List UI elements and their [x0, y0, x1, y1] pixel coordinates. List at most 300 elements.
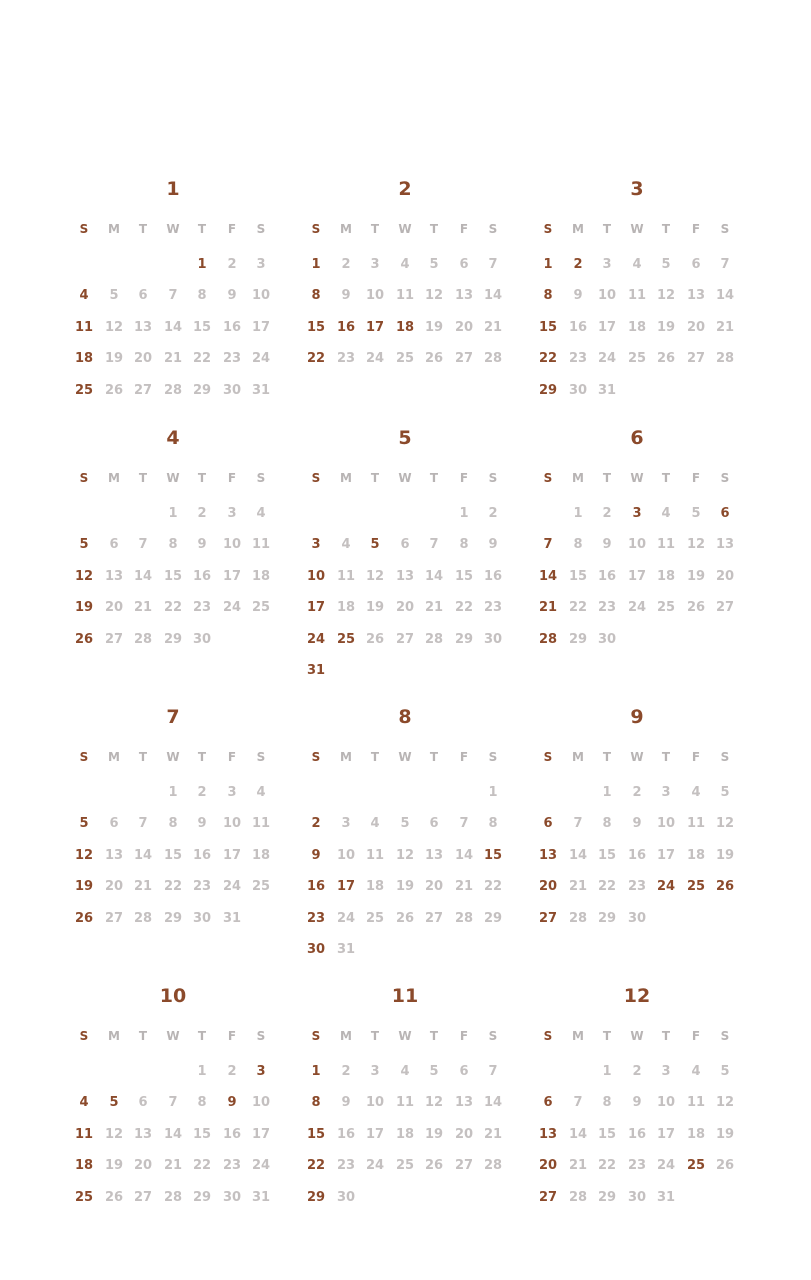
weekday-label: T: [602, 471, 612, 485]
day-cell: 28: [163, 382, 183, 398]
day-cell: 9: [632, 816, 642, 832]
day-cell: 20: [104, 600, 124, 616]
day-cell: 1: [488, 785, 498, 800]
day-cell: 7: [459, 816, 469, 832]
day-cell: 15: [192, 1126, 212, 1142]
day-cell-highlighted: 1: [311, 1064, 321, 1079]
day-cell: 24: [222, 600, 242, 616]
day-cell: 19: [424, 1126, 444, 1142]
day-cell: 27: [133, 382, 153, 398]
day-cell: 28: [133, 631, 153, 647]
day-cell-highlighted: 15: [306, 319, 326, 335]
month-title: 5: [398, 427, 412, 449]
day-cell: 18: [365, 879, 385, 895]
day-cell: 30: [222, 1189, 242, 1205]
day-cell: 10: [656, 816, 676, 832]
day-cell: 15: [568, 568, 588, 584]
weekday-label: S: [311, 222, 321, 236]
day-cell: 24: [656, 1158, 676, 1174]
day-cell: 31: [251, 382, 271, 398]
day-cell-highlighted: 25: [686, 1158, 706, 1174]
weekday-label: S: [256, 1029, 266, 1043]
day-cell-highlighted: 17: [336, 879, 356, 895]
day-cell: 31: [336, 942, 356, 957]
day-cell: 17: [251, 1126, 271, 1142]
weekday-label: T: [429, 471, 439, 485]
day-cell: 13: [395, 568, 415, 584]
day-cell: 2: [632, 785, 642, 800]
day-cell: 6: [459, 257, 469, 272]
weekday-label: W: [398, 471, 412, 485]
day-cell: 5: [429, 257, 439, 272]
day-cell: 17: [251, 319, 271, 335]
day-cell: 9: [341, 1095, 351, 1111]
day-cell: 4: [632, 257, 642, 272]
day-cell-highlighted: 19: [74, 600, 94, 616]
day-cell: 16: [483, 568, 503, 584]
weekday-label: W: [398, 222, 412, 236]
day-cell: 19: [656, 319, 676, 335]
day-cell: 9: [602, 537, 612, 553]
day-cell: 14: [163, 1126, 183, 1142]
day-cell: 12: [715, 816, 735, 832]
day-cell: 11: [251, 816, 271, 832]
weekday-label: W: [630, 471, 644, 485]
day-cell: 27: [454, 1158, 474, 1174]
day-cell: 24: [627, 600, 647, 616]
day-cell: 30: [627, 910, 647, 926]
month-title: 4: [166, 427, 180, 449]
day-cell: 4: [256, 785, 266, 800]
day-cell: 22: [163, 879, 183, 895]
month-title: 12: [623, 985, 651, 1007]
day-cell: 1: [573, 506, 583, 521]
weekday-label: S: [543, 1029, 553, 1043]
day-cell: 8: [488, 816, 498, 832]
day-cell: 26: [424, 351, 444, 367]
day-cell-highlighted: 6: [543, 816, 553, 832]
weekday-label: T: [370, 471, 380, 485]
weekday-label: T: [429, 222, 439, 236]
weekday-label: F: [691, 222, 701, 236]
day-cell: 11: [251, 537, 271, 553]
day-cell: 6: [109, 537, 119, 553]
day-cell-highlighted: 11: [74, 1126, 94, 1142]
month-title: 9: [630, 706, 644, 728]
month-title: 6: [630, 427, 644, 449]
day-cell: 23: [336, 1158, 356, 1174]
weekday-label: M: [340, 222, 352, 236]
weekday-label: T: [429, 1029, 439, 1043]
day-cell: 11: [365, 847, 385, 863]
day-cell: 21: [715, 319, 735, 335]
day-cell: 29: [192, 382, 212, 398]
day-cell: 31: [222, 910, 242, 926]
day-cell-highlighted: 6: [543, 1095, 553, 1111]
day-cell: 15: [192, 319, 212, 335]
day-cell: 9: [488, 537, 498, 553]
day-cell: 2: [341, 257, 351, 272]
weekday-label: S: [720, 1029, 730, 1043]
day-cell: 7: [168, 288, 178, 304]
day-cell: 21: [424, 600, 444, 616]
weekday-label: T: [602, 222, 612, 236]
day-cell-highlighted: 26: [74, 631, 94, 647]
day-cell: 8: [602, 1095, 612, 1111]
day-cell-highlighted: 13: [538, 1126, 558, 1142]
weekday-label: M: [108, 222, 120, 236]
day-cell-highlighted: 3: [632, 506, 642, 521]
day-cell: 20: [104, 879, 124, 895]
day-cell: 19: [365, 600, 385, 616]
day-cell: 8: [573, 537, 583, 553]
day-cell: 13: [715, 537, 735, 553]
day-cell: 10: [365, 288, 385, 304]
day-cell: 12: [686, 537, 706, 553]
weekday-label: S: [543, 750, 553, 764]
day-cell: 9: [573, 288, 583, 304]
day-cell: 18: [627, 319, 647, 335]
day-cell: 15: [163, 568, 183, 584]
day-cell: 10: [597, 288, 617, 304]
day-cell-highlighted: 27: [538, 1189, 558, 1205]
day-cell: 28: [568, 910, 588, 926]
day-cell: 12: [104, 319, 124, 335]
day-cell: 11: [656, 537, 676, 553]
day-cell: 4: [370, 816, 380, 832]
day-cell: 16: [222, 1126, 242, 1142]
day-cell: 22: [483, 879, 503, 895]
weekday-label: S: [256, 471, 266, 485]
weekday-label: S: [720, 471, 730, 485]
day-cell: 20: [454, 1126, 474, 1142]
weekday-label: F: [227, 1029, 237, 1043]
day-cell-highlighted: 1: [543, 257, 553, 272]
day-cell: 10: [222, 537, 242, 553]
day-cell: 24: [251, 351, 271, 367]
day-cell: 12: [395, 847, 415, 863]
day-cell: 21: [483, 319, 503, 335]
day-cell: 22: [597, 879, 617, 895]
weekday-label: T: [661, 222, 671, 236]
day-cell: 14: [483, 1095, 503, 1111]
day-cell: 17: [365, 1126, 385, 1142]
day-cell-highlighted: 28: [538, 631, 558, 647]
month-title: 11: [391, 985, 419, 1007]
day-cell: 26: [686, 600, 706, 616]
day-cell: 15: [597, 1126, 617, 1142]
day-cell: 7: [573, 1095, 583, 1111]
day-cell-highlighted: 17: [365, 319, 385, 335]
weekday-label: T: [370, 750, 380, 764]
weekday-label: S: [488, 222, 498, 236]
day-cell: 12: [715, 1095, 735, 1111]
day-cell-highlighted: 9: [227, 1095, 237, 1111]
day-cell: 28: [163, 1189, 183, 1205]
weekday-label: M: [340, 1029, 352, 1043]
weekday-label: T: [429, 750, 439, 764]
day-cell: 14: [568, 1126, 588, 1142]
day-cell: 7: [138, 537, 148, 553]
day-cell: 7: [488, 1064, 498, 1079]
day-cell-highlighted: 5: [370, 537, 380, 553]
day-cell: 11: [627, 288, 647, 304]
day-cell-highlighted: 18: [395, 319, 415, 335]
day-cell-highlighted: 20: [538, 1158, 558, 1174]
day-cell: 17: [597, 319, 617, 335]
day-cell: 30: [336, 1189, 356, 1205]
day-cell-highlighted: 15: [483, 847, 503, 863]
weekday-label: M: [108, 750, 120, 764]
day-cell: 14: [568, 847, 588, 863]
day-cell-highlighted: 25: [74, 382, 94, 398]
day-cell: 28: [715, 351, 735, 367]
day-cell-highlighted: 26: [74, 910, 94, 926]
day-cell: 26: [395, 910, 415, 926]
day-cell-highlighted: 3: [311, 537, 321, 553]
weekday-label: W: [166, 750, 180, 764]
day-cell-highlighted: 7: [543, 537, 553, 553]
weekday-label: F: [691, 471, 701, 485]
day-cell: 29: [454, 631, 474, 647]
day-cell-highlighted: 9: [311, 847, 321, 863]
day-cell: 6: [691, 257, 701, 272]
day-cell: 5: [691, 506, 701, 521]
day-cell: 17: [656, 1126, 676, 1142]
weekday-label: T: [197, 1029, 207, 1043]
day-cell: 13: [454, 288, 474, 304]
day-cell-highlighted: 16: [336, 319, 356, 335]
day-cell-highlighted: 5: [109, 1095, 119, 1111]
day-cell: 6: [138, 288, 148, 304]
day-cell-highlighted: 6: [720, 506, 730, 521]
day-cell-highlighted: 23: [306, 910, 326, 926]
day-cell: 4: [341, 537, 351, 553]
day-cell-highlighted: 4: [79, 288, 89, 304]
day-cell: 7: [138, 816, 148, 832]
day-cell: 12: [104, 1126, 124, 1142]
day-cell: 24: [222, 879, 242, 895]
day-cell: 7: [573, 816, 583, 832]
weekday-label: T: [197, 471, 207, 485]
weekday-label: W: [630, 750, 644, 764]
day-cell: 8: [168, 537, 178, 553]
weekday-label: W: [166, 471, 180, 485]
day-cell: 1: [602, 785, 612, 800]
day-cell: 21: [133, 879, 153, 895]
day-cell-highlighted: 30: [306, 942, 326, 957]
day-cell: 16: [627, 1126, 647, 1142]
day-cell: 19: [424, 319, 444, 335]
weekday-label: F: [691, 1029, 701, 1043]
day-cell-highlighted: 31: [306, 663, 326, 678]
day-cell: 25: [656, 600, 676, 616]
day-cell: 9: [197, 816, 207, 832]
day-cell: 28: [568, 1189, 588, 1205]
day-cell-highlighted: 27: [538, 910, 558, 926]
day-cell-highlighted: 3: [256, 1064, 266, 1079]
weekday-label: T: [138, 750, 148, 764]
day-cell-highlighted: 8: [311, 288, 321, 304]
day-cell-highlighted: 15: [306, 1126, 326, 1142]
day-cell: 17: [656, 847, 676, 863]
day-cell: 17: [627, 568, 647, 584]
weekday-label: F: [227, 750, 237, 764]
month-title: 1: [166, 178, 180, 200]
day-cell: 12: [365, 568, 385, 584]
day-cell: 18: [251, 568, 271, 584]
weekday-label: T: [138, 1029, 148, 1043]
day-cell: 7: [720, 257, 730, 272]
day-cell-highlighted: 17: [306, 600, 326, 616]
day-cell: 23: [483, 600, 503, 616]
day-cell: 15: [163, 847, 183, 863]
day-cell: 5: [400, 816, 410, 832]
day-cell: 6: [109, 816, 119, 832]
day-cell: 8: [197, 1095, 207, 1111]
day-cell: 10: [365, 1095, 385, 1111]
day-cell: 20: [424, 879, 444, 895]
day-cell-highlighted: 14: [538, 568, 558, 584]
day-cell: 17: [222, 568, 242, 584]
day-cell: 10: [656, 1095, 676, 1111]
weekday-label: M: [572, 1029, 584, 1043]
day-cell: 3: [602, 257, 612, 272]
day-cell: 18: [686, 1126, 706, 1142]
day-cell: 14: [424, 568, 444, 584]
day-cell: 24: [251, 1158, 271, 1174]
day-cell-highlighted: 5: [79, 816, 89, 832]
weekday-label: S: [256, 222, 266, 236]
day-cell: 5: [429, 1064, 439, 1079]
day-cell: 11: [395, 288, 415, 304]
day-cell: 19: [715, 847, 735, 863]
day-cell: 11: [336, 568, 356, 584]
day-cell: 6: [459, 1064, 469, 1079]
day-cell: 19: [104, 1158, 124, 1174]
day-cell-highlighted: 26: [715, 879, 735, 895]
day-cell: 2: [197, 506, 207, 521]
day-cell: 6: [429, 816, 439, 832]
day-cell: 22: [192, 351, 212, 367]
day-cell: 31: [597, 382, 617, 398]
day-cell: 18: [656, 568, 676, 584]
day-cell: 3: [661, 1064, 671, 1079]
day-cell: 27: [104, 910, 124, 926]
day-cell: 7: [168, 1095, 178, 1111]
day-cell-highlighted: 21: [538, 600, 558, 616]
day-cell: 22: [192, 1158, 212, 1174]
weekday-label: M: [572, 471, 584, 485]
day-cell: 23: [627, 879, 647, 895]
day-cell: 29: [192, 1189, 212, 1205]
day-cell: 28: [483, 1158, 503, 1174]
day-cell: 9: [197, 537, 207, 553]
day-cell: 22: [568, 600, 588, 616]
weekday-label: F: [227, 471, 237, 485]
day-cell-highlighted: 15: [538, 319, 558, 335]
day-cell: 5: [720, 785, 730, 800]
weekday-label: S: [720, 750, 730, 764]
day-cell-highlighted: 2: [311, 816, 321, 832]
day-cell: 27: [424, 910, 444, 926]
day-cell: 18: [251, 847, 271, 863]
day-cell: 19: [715, 1126, 735, 1142]
day-cell: 6: [138, 1095, 148, 1111]
weekday-label: S: [311, 1029, 321, 1043]
day-cell: 9: [341, 288, 351, 304]
day-cell: 3: [256, 257, 266, 272]
day-cell: 29: [163, 910, 183, 926]
day-cell: 1: [459, 506, 469, 521]
day-cell: 29: [597, 910, 617, 926]
day-cell: 26: [656, 351, 676, 367]
day-cell-highlighted: 18: [74, 1158, 94, 1174]
day-cell: 25: [365, 910, 385, 926]
month-title: 2: [398, 178, 412, 200]
day-cell: 16: [627, 847, 647, 863]
day-cell-highlighted: 19: [74, 879, 94, 895]
day-cell: 12: [656, 288, 676, 304]
day-cell-highlighted: 18: [74, 351, 94, 367]
day-cell: 9: [227, 288, 237, 304]
day-cell: 1: [168, 785, 178, 800]
day-cell: 2: [341, 1064, 351, 1079]
day-cell: 19: [104, 351, 124, 367]
weekday-label: S: [488, 1029, 498, 1043]
weekday-label: S: [79, 471, 89, 485]
day-cell: 21: [454, 879, 474, 895]
day-cell: 12: [424, 288, 444, 304]
day-cell: 1: [168, 506, 178, 521]
day-cell: 26: [715, 1158, 735, 1174]
day-cell: 24: [597, 351, 617, 367]
day-cell: 3: [370, 1064, 380, 1079]
day-cell: 31: [656, 1189, 676, 1205]
day-cell-highlighted: 16: [306, 879, 326, 895]
day-cell: 28: [454, 910, 474, 926]
day-cell: 24: [336, 910, 356, 926]
weekday-label: S: [543, 471, 553, 485]
day-cell: 2: [488, 506, 498, 521]
day-cell: 16: [568, 319, 588, 335]
day-cell: 2: [632, 1064, 642, 1079]
day-cell: 21: [163, 351, 183, 367]
day-cell: 27: [686, 351, 706, 367]
weekday-label: W: [630, 222, 644, 236]
day-cell-highlighted: 22: [306, 351, 326, 367]
day-cell: 26: [365, 631, 385, 647]
weekday-label: W: [166, 222, 180, 236]
day-cell: 28: [133, 910, 153, 926]
day-cell: 30: [192, 631, 212, 647]
month-title: 3: [630, 178, 644, 200]
month-title: 8: [398, 706, 412, 728]
day-cell: 14: [163, 319, 183, 335]
day-cell: 3: [341, 816, 351, 832]
day-cell-highlighted: 1: [311, 257, 321, 272]
day-cell: 8: [602, 816, 612, 832]
day-cell: 8: [459, 537, 469, 553]
day-cell: 28: [483, 351, 503, 367]
day-cell: 4: [400, 257, 410, 272]
day-cell: 29: [163, 631, 183, 647]
day-cell: 14: [715, 288, 735, 304]
day-cell: 29: [483, 910, 503, 926]
weekday-label: T: [138, 471, 148, 485]
day-cell: 4: [256, 506, 266, 521]
day-cell-highlighted: 5: [79, 537, 89, 553]
